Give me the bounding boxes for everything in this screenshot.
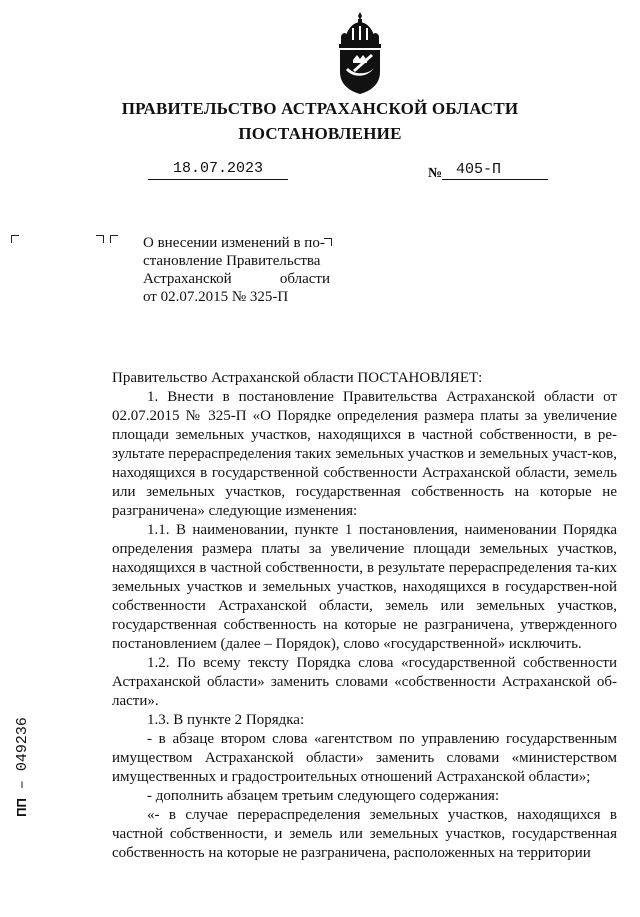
document-number: 405-П — [442, 161, 548, 180]
corner-mark — [11, 235, 19, 243]
number-sign: № — [428, 166, 443, 181]
document-date: 18.07.2023 — [148, 160, 288, 180]
paragraph: 1.2. По всему тексту Порядка слова «государственной собственности Астраханской области» заменить словами «собственности Астраханской об-ласти». — [112, 655, 617, 709]
document-body — [112, 369, 617, 863]
paragraph: 1.3. В пункте 2 Порядка: — [147, 712, 305, 728]
document-subject — [143, 234, 330, 306]
serial-number: – 049236 — [14, 717, 31, 790]
serial-number-stamp — [13, 707, 31, 827]
subject-word: Астраханской — [143, 271, 232, 287]
subject-line: от 02.07.2015 № 325-П — [143, 289, 289, 305]
astrakhan-coat-of-arms-icon — [331, 10, 389, 96]
subject-line: становление Правительства — [143, 253, 321, 269]
paragraph: 1.1. В наименовании, пункте 1 постановления, наименовании Порядка определения размера платы за увеличение площади земельных участков, находящихся в частной собственности, в результате перераспределения та-ких земельных участков и земельных участков, находящихся в государствен-ной собственности Астраханской области, земель или земельных участков, государственная собственность на которые не разграничена, утвержденного постановлением (далее – Порядок), слово «государственной» исключить. — [112, 522, 617, 652]
paragraph: «- в случае перераспределения земельных участков, находящихся в частной собственности, и земель или земельных участков, государственная собственность на которые не разграничена, расположенных на территории — [112, 807, 617, 861]
paragraph: - дополнить абзацем третьим следующего содержания: — [147, 788, 500, 804]
serial-prefix: ПП — [14, 798, 29, 817]
document-type: ПОСТАНОВЛЕНИЕ — [238, 124, 402, 143]
corner-mark — [96, 235, 104, 243]
subject-word: области — [279, 271, 330, 287]
government-title: ПРАВИТЕЛЬСТВО АСТРАХАНСКОЙ ОБЛАСТИ — [121, 99, 519, 118]
corner-mark — [110, 235, 118, 243]
paragraph: - в абзаце втором слова «агентством по управлению государственным имуществом Астраханской области» заменить словами «министерством имущественных и градостроительных отношений Астраханской области»; — [112, 731, 617, 785]
preamble: Правительство Астраханской области ПОСТАНОВЛЯЕТ: — [112, 370, 483, 386]
subject-line: О внесении изменений в по- — [143, 235, 325, 251]
subject-line — [143, 270, 330, 288]
paragraph: 1. Внести в постановление Правительства Астраханской области от 02.07.2015 № 325-П «О Порядке определения размера платы за увеличение площади земельных участков, находящихся в частной собственности, в ре-зультате перераспределения таких земельных участков и земельных участ-ков, находящихся в государственной собственности Астраханской области, земель или земельных участков, государственная собственность на которые не разграничена» следующие изменения: — [112, 389, 617, 519]
